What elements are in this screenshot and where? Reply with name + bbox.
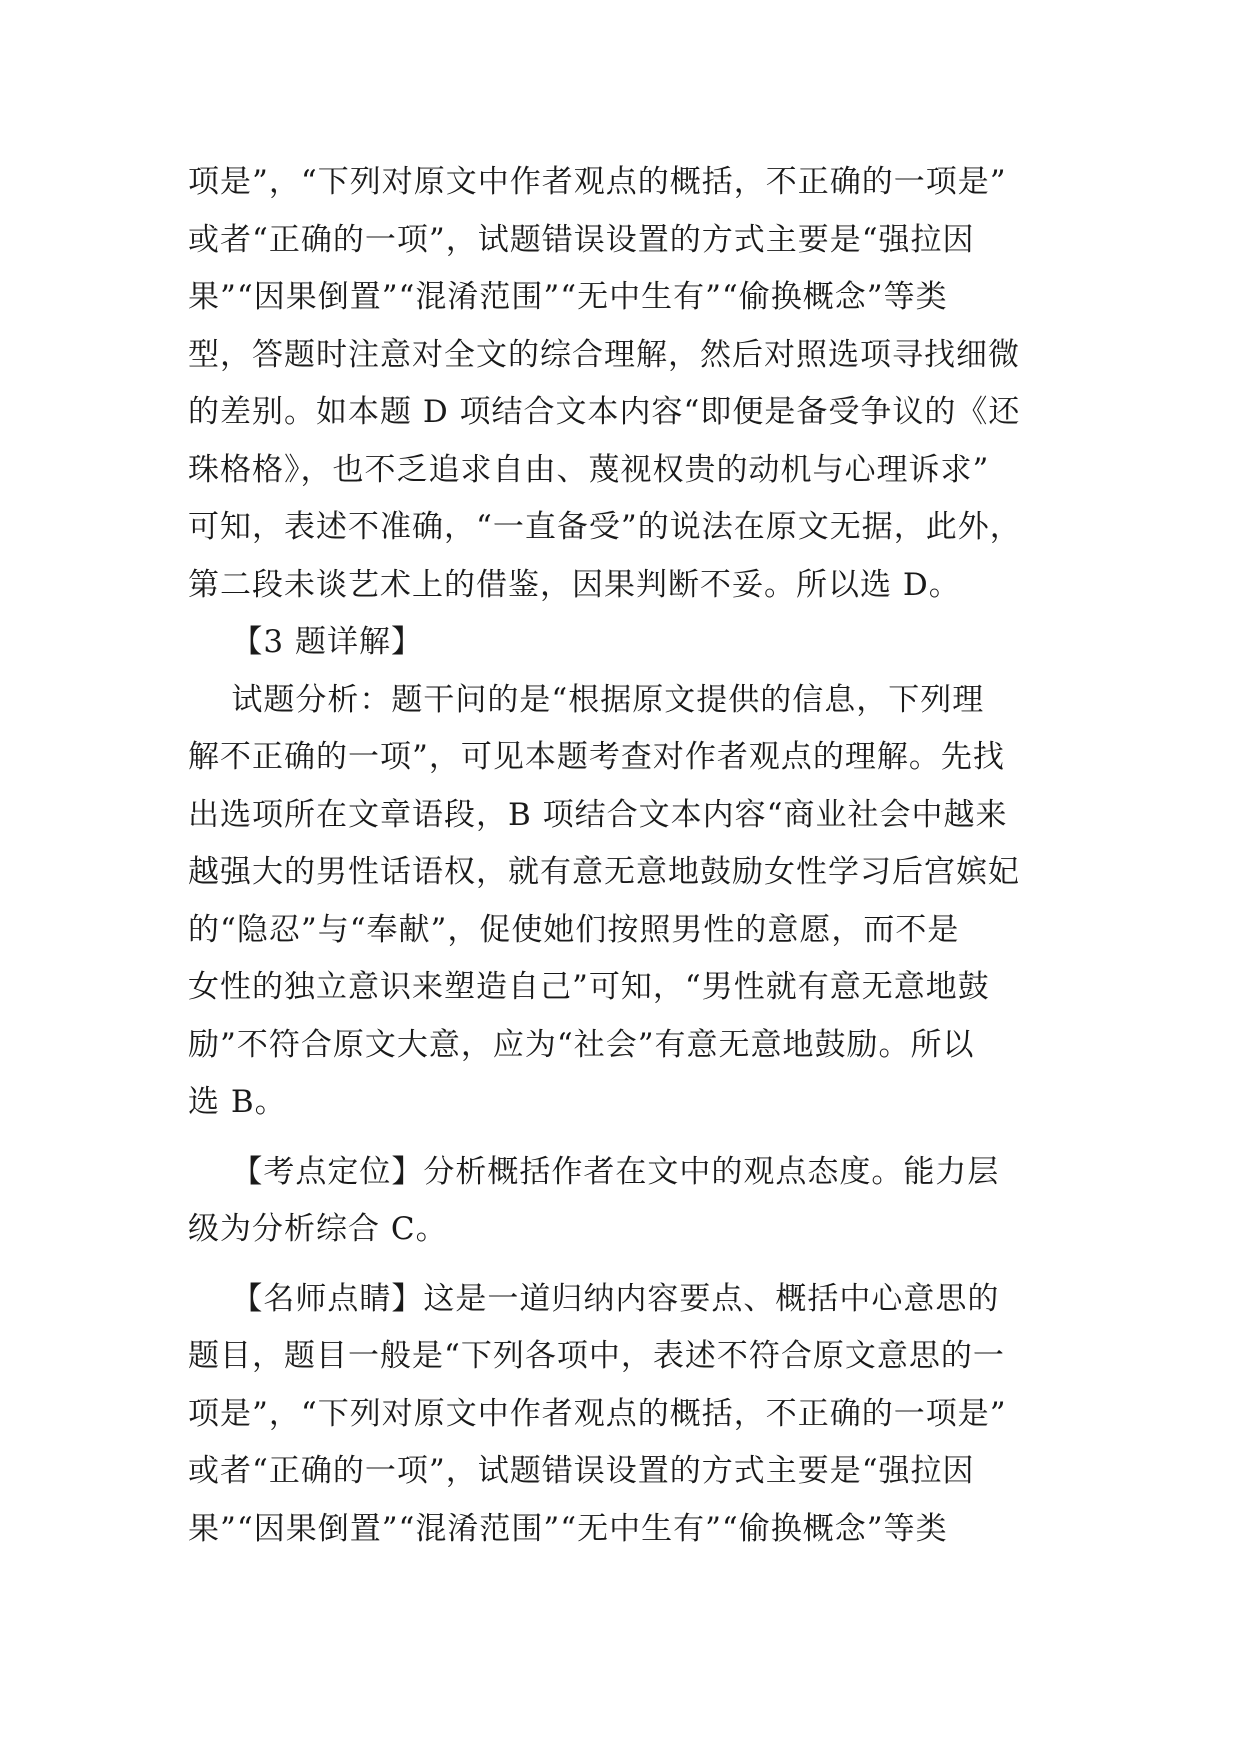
- text-line: 题目，题目一般是“下列各项中，表述不符合原文意思的一: [188, 1338, 1005, 1374]
- text-line: 级为分析综合 C。: [188, 1211, 448, 1247]
- mingshi-paragraph: [188, 1271, 1068, 1559]
- text-line: 选 B。: [188, 1084, 287, 1120]
- text-line: 解不正确的一项”，可见本题考查对作者观点的理解。先找: [188, 739, 1005, 775]
- text-line: 或者“正确的一项”，试题错误设置的方式主要是“强拉因: [188, 1453, 975, 1489]
- text-line: 项是”，“下列对原文中作者观点的概括，不正确的一项是”: [188, 1395, 1007, 1432]
- text-line: 型，答题时注意对全文的综合理解，然后对照选项寻找细微: [188, 336, 1020, 373]
- text-line: 果”“因果倒置”“混淆范围”“无中生有”“偷换概念”等类: [188, 1510, 948, 1547]
- text-line: 越强大的男性话语权，就有意无意地鼓励女性学习后宫嫔妃: [188, 854, 1020, 890]
- text-line: 或者“正确的一项”，试题错误设置的方式主要是“强拉因: [188, 221, 975, 258]
- text-line: 的“隐忍”与“奉献”，促使她们按照男性的意愿，而不是: [188, 911, 960, 948]
- text-line: 出选项所在文章语段，B 项结合文本内容“商业社会中越来: [188, 796, 1008, 833]
- text-line: 试题分析：题干问的是“根据原文提供的信息，下列理: [188, 681, 985, 718]
- question-3-analysis-paragraph: [188, 672, 1068, 1132]
- document-body: [188, 154, 1068, 1558]
- text-line: 可知，表述不准确，“一直备受”的说法在原文无据，此外，: [188, 509, 1022, 545]
- text-line: 珠格格》，也不乏追求自由、蔑视权贵的动机与心理诉求”: [188, 451, 990, 488]
- question-3-heading: [188, 614, 1068, 672]
- text-line: 的差别。如本题 D 项结合文本内容“即便是备受争议的《还: [188, 394, 1021, 430]
- paragraph-spacer: [188, 1132, 1068, 1144]
- paragraph-spacer: [188, 1259, 1068, 1271]
- text-line: 项是”，“下列对原文中作者观点的概括，不正确的一项是”: [188, 164, 1007, 200]
- text-line: 女性的独立意识来塑造自己”可知，“男性就有意无意地鼓: [188, 969, 990, 1005]
- previous-explanation-paragraph: [188, 154, 1068, 614]
- section-heading: 【3 题详解】: [188, 624, 423, 660]
- text-line: 第二段未谈艺术上的借鉴，因果判断不妥。所以选 D。: [188, 566, 961, 603]
- text-line: 【名师点睛】这是一道归纳内容要点、概括中心意思的: [188, 1280, 1000, 1317]
- text-line: 【考点定位】分析概括作者在文中的观点态度。能力层: [188, 1153, 1000, 1190]
- text-line: 果”“因果倒置”“混淆范围”“无中生有”“偷换概念”等类: [188, 279, 948, 315]
- kaodian-paragraph: [188, 1144, 1068, 1259]
- text-line: 励”不符合原文大意，应为“社会”有意无意地鼓励。所以: [188, 1026, 975, 1063]
